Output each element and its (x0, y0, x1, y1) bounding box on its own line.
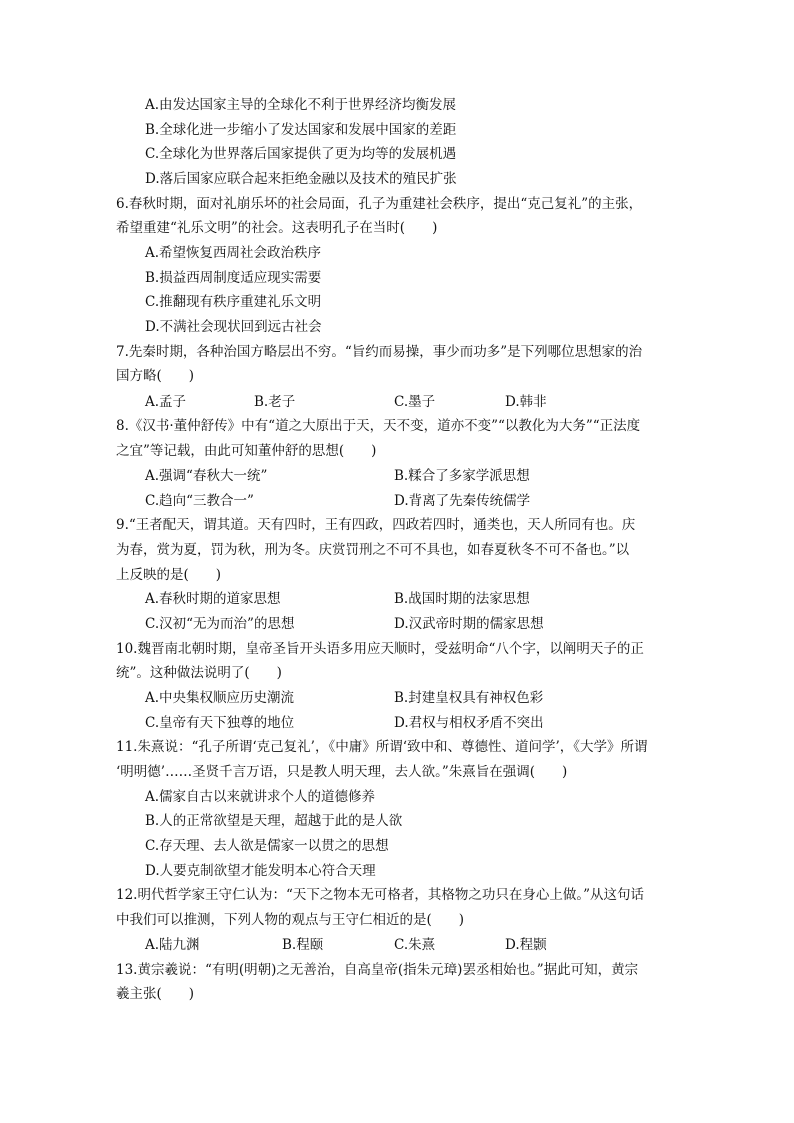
q11-option-d[interactable]: D.人要克制欲望才能发明本心符合天理 (145, 863, 376, 879)
q12-option-a[interactable]: A.陆九渊 (145, 937, 200, 953)
q10-option-b[interactable]: B.封建皇权具有神权色彩 (394, 690, 544, 706)
q8-option-c[interactable]: C.趋向“三教合一” (145, 493, 254, 509)
q5-option-c[interactable]: C.全球化为世界落后国家提供了更为均等的发展机遇 (145, 146, 457, 162)
q7-stem-line-2: 国方略( ) (116, 368, 195, 384)
q11-option-c[interactable]: C.存天理、去人欲是儒家一以贯之的思想 (145, 838, 389, 854)
q10-stem-line-1: 10.魏晋南北朝时期，皇帝圣旨开头语多用应天顺时，受兹明命“八个字，以阐明天子的正 (116, 641, 644, 657)
q11-stem-line-1: 11.朱熹说：“孔子所谓‘克己复礼’，《中庸》所谓‘致中和、尊德性、道问学’，《大学》所谓 (116, 739, 648, 755)
q7-stem-line-1: 7.先秦时期，各种治国方略层出不穷。“旨约而易操，事少而功多”是下列哪位思想家的治 (116, 344, 643, 360)
q5-option-b[interactable]: B.全球化进一步缩小了发达国家和发展中国家的差距 (145, 122, 457, 138)
q11-option-a[interactable]: A.儒家自古以来就讲求个人的道德修养 (145, 789, 376, 805)
q8-option-d[interactable]: D.背离了先秦传统儒学 (394, 493, 531, 509)
q5-option-a[interactable]: A.由发达国家主导的全球化不利于世界经济均衡发展 (145, 97, 457, 113)
q12-stem-line-2: 中我们可以推测，下列人物的观点与王守仁相近的是( ) (116, 912, 465, 928)
q10-option-d[interactable]: D.君权与相权矛盾不突出 (394, 715, 544, 731)
q9-option-a[interactable]: A.春秋时期的道家思想 (145, 591, 281, 607)
q11-option-b[interactable]: B.人的正常欲望是天理，超越于此的是人欲 (145, 813, 403, 829)
q12-option-d[interactable]: D.程颢 (505, 937, 547, 953)
q11-stem-line-2: ‘明明德’……圣贤千言万语，只是教人明天理，去人欲。”朱熹旨在强调( ) (116, 764, 568, 780)
q6-stem-line-2: 希望重建“礼乐文明”的社会。这表明孔子在当时( ) (116, 220, 438, 236)
q8-stem-line-1: 8.《汉书·董仲舒传》中有“道之大原出于天，天不变，道亦不变”“以教化为大务”“正法度 (116, 418, 641, 434)
q6-option-c[interactable]: C.推翻现有秩序重建礼乐文明 (145, 294, 322, 310)
q12-option-b[interactable]: B.程颐 (282, 937, 324, 953)
q10-option-c[interactable]: C.皇帝有天下独尊的地位 (145, 715, 295, 731)
q9-option-d[interactable]: D.汉武帝时期的儒家思想 (394, 616, 544, 632)
q8-option-b[interactable]: B.糅合了多家学派思想 (394, 468, 530, 484)
q6-stem-line-1: 6.春秋时期，面对礼崩乐坏的社会局面，孔子为重建社会秩序，提出“克己复礼”的主张， (116, 196, 643, 212)
q8-option-a[interactable]: A.强调“春秋大一统” (145, 468, 268, 484)
q6-option-a[interactable]: A.希望恢复西周社会政治秩序 (145, 245, 322, 261)
q9-option-b[interactable]: B.战国时期的法家思想 (394, 591, 530, 607)
q9-stem-line-3: 上反映的是( ) (116, 567, 222, 583)
q6-option-d[interactable]: D.不满社会现状回到远古社会 (145, 319, 322, 335)
q5-option-d[interactable]: D.落后国家应联合起来拒绝金融以及技术的殖民扩张 (145, 171, 457, 187)
q9-stem-line-2: 为春，赏为夏，罚为秋，刑为冬。庆赏罚刑之不可不具也，如春夏秋冬不可不备也。”以 (116, 542, 630, 558)
q12-stem-line-1: 12.明代哲学家王守仁认为：“天下之物本无可格者，其格物之功只在身心上做。”从这句话 (116, 887, 645, 903)
q6-option-b[interactable]: B.损益西周制度适应现实需要 (145, 270, 322, 286)
q7-option-b[interactable]: B.老子 (254, 394, 296, 410)
q7-option-d[interactable]: D.韩非 (505, 394, 547, 410)
q9-option-c[interactable]: C.汉初“无为而治”的思想 (145, 616, 295, 632)
q9-stem-line-1: 9.“王者配天，谓其道。天有四时，王有四政，四政若四时，通类也，天人所同有也。庆 (116, 517, 636, 533)
q7-option-a[interactable]: A.孟子 (145, 394, 187, 410)
q12-option-c[interactable]: C.朱熹 (394, 937, 436, 953)
q10-stem-line-2: 统”。这种做法说明了( ) (116, 665, 282, 681)
q10-option-a[interactable]: A.中央集权顺应历史潮流 (145, 690, 295, 706)
q13-stem-line-2: 羲主张( ) (116, 986, 195, 1002)
q13-stem-line-1: 13.黄宗羲说：“有明(明朝)之无善治，自高皇帝(指朱元璋)罢丞相始也。”据此可知，黄宗 (116, 962, 639, 978)
q8-stem-line-2: 之宜”等记载，由此可知董仲舒的思想( ) (116, 443, 377, 459)
q7-option-c[interactable]: C.墨子 (394, 394, 436, 410)
